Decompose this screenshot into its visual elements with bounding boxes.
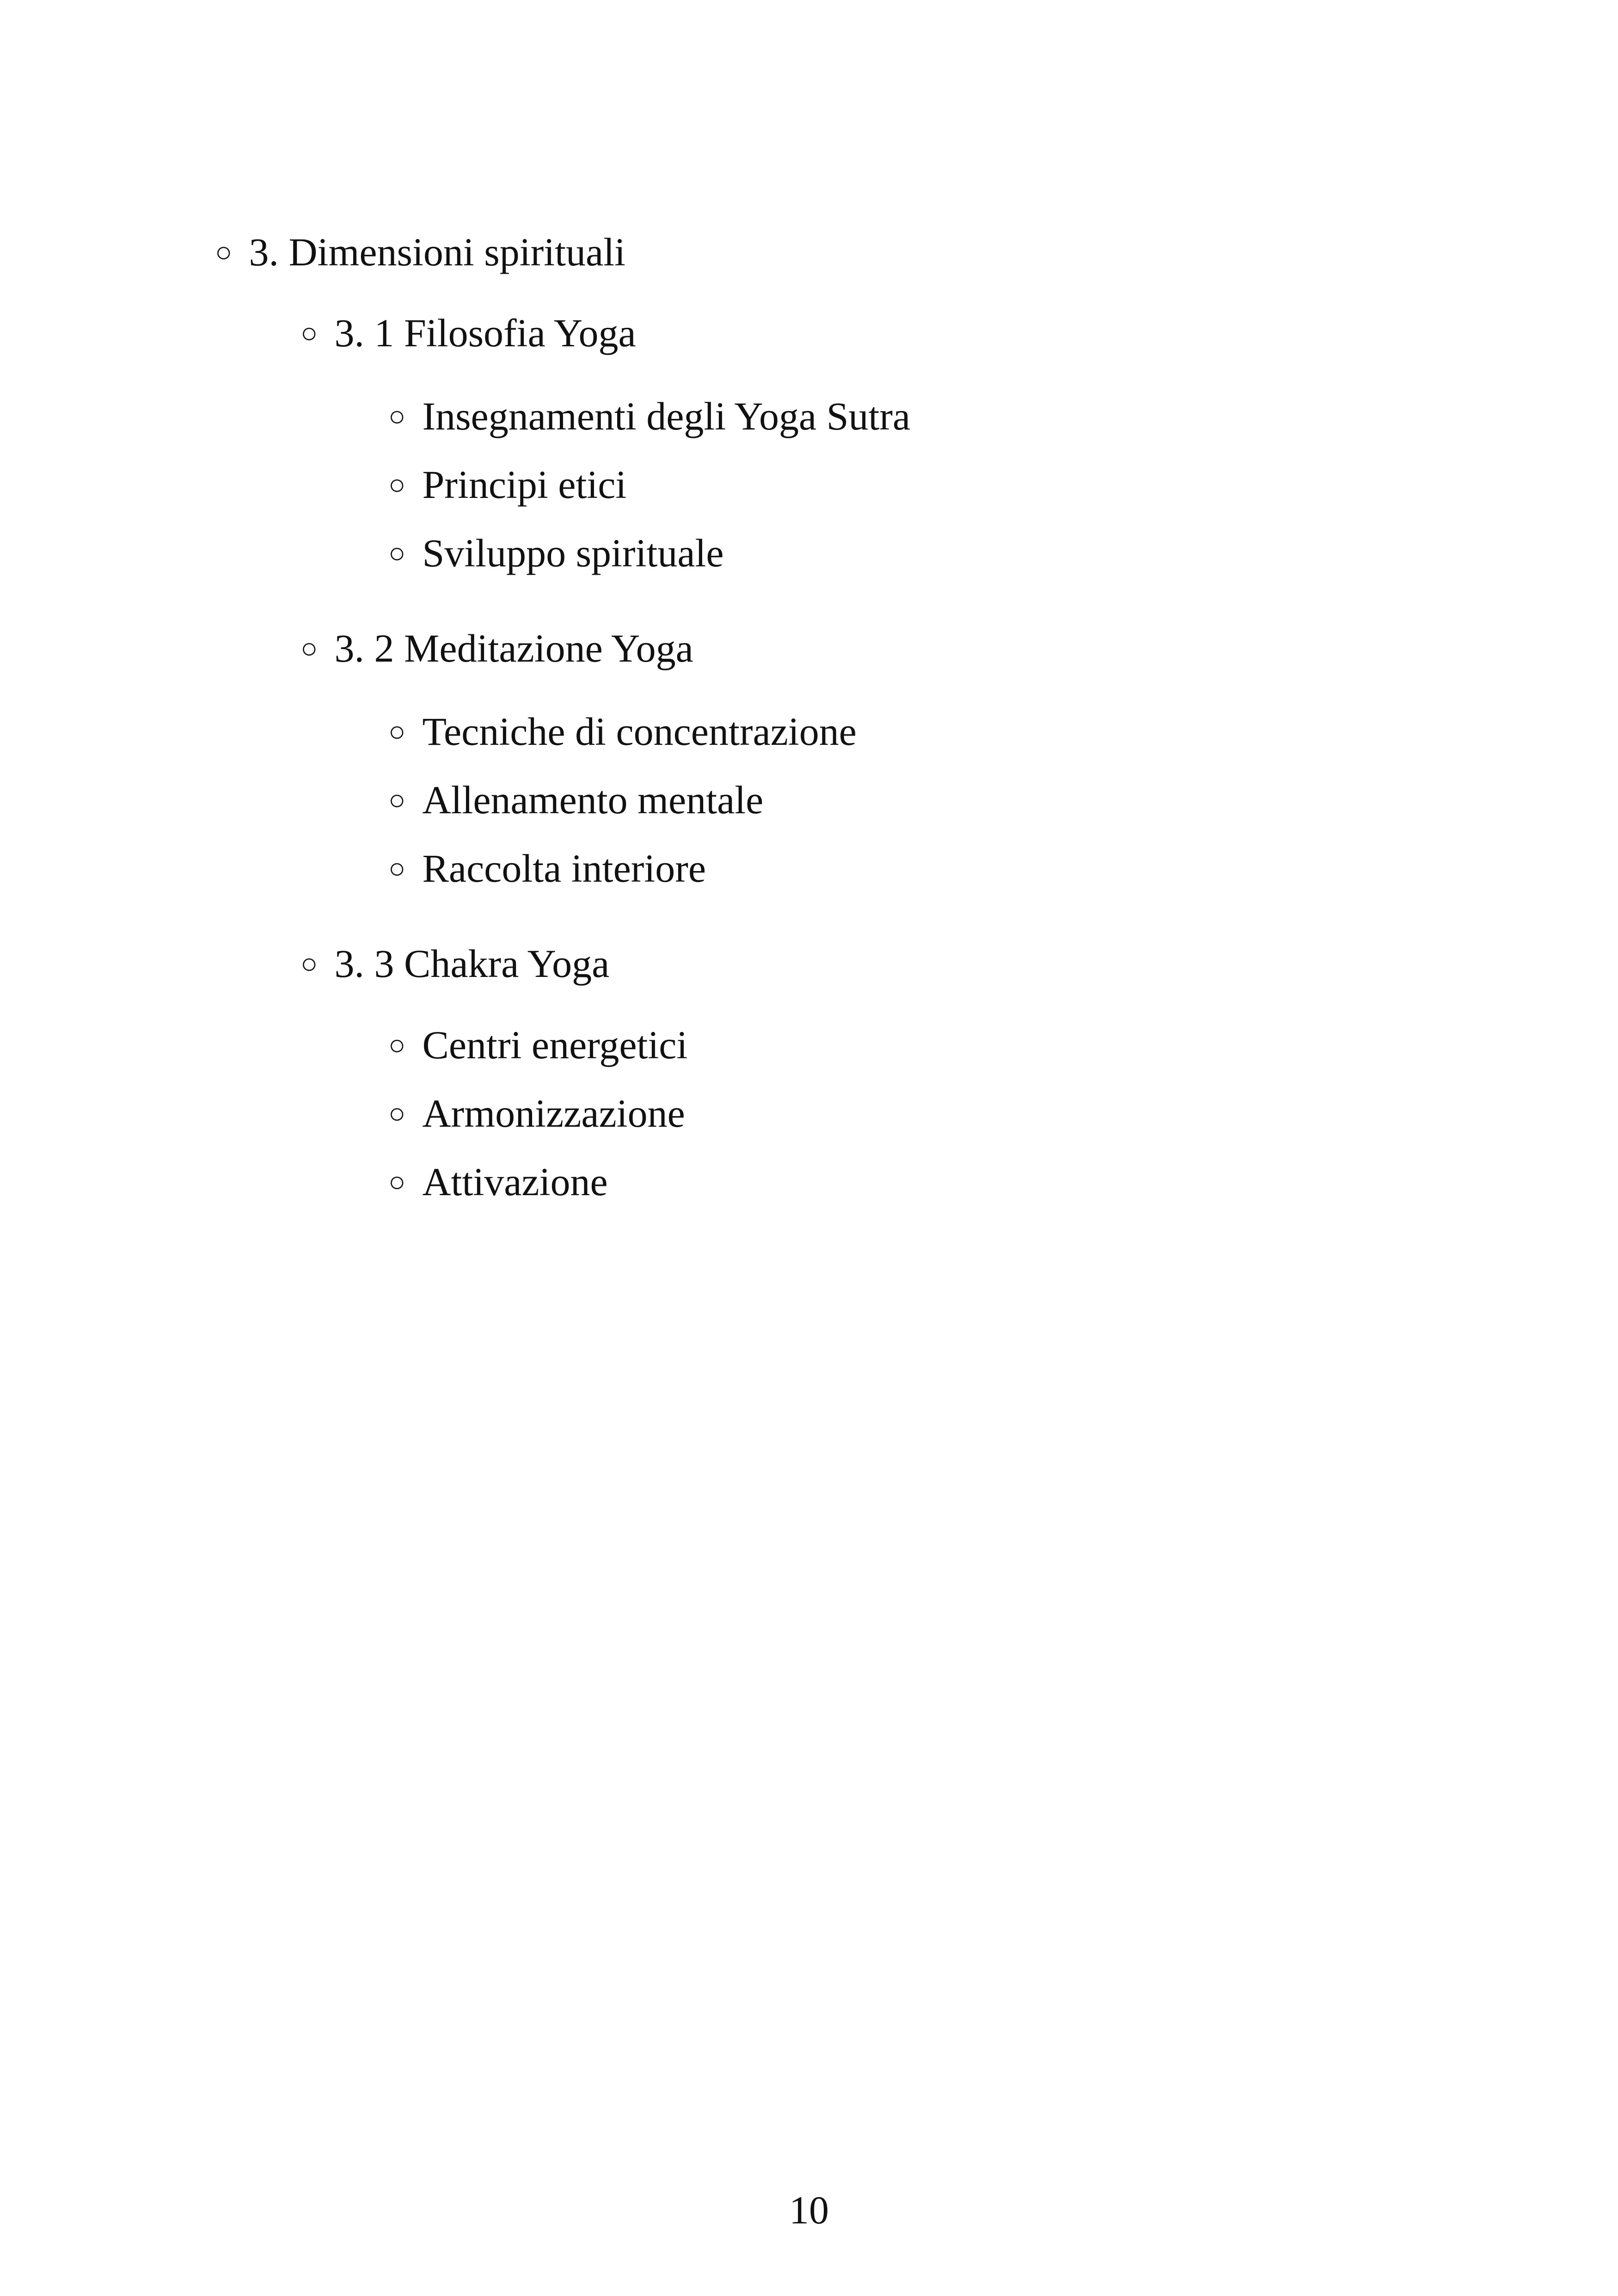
list-item: [388, 1022, 687, 1068]
bullet-icon: ○: [388, 1098, 406, 1130]
bullet-icon: ○: [300, 633, 318, 664]
list-item: [388, 708, 857, 755]
bullet-icon: ○: [388, 1166, 406, 1198]
list-item: [388, 461, 626, 508]
subsection-heading: [300, 940, 609, 987]
bullet-icon: ○: [300, 948, 318, 980]
bullet-icon: ○: [388, 469, 406, 501]
list-item-text: Principi etici: [422, 462, 627, 507]
list-item: [388, 1090, 685, 1137]
bullet-icon: ○: [388, 401, 406, 432]
list-item: [388, 845, 706, 892]
list-item-text: Sviluppo spirituale: [422, 531, 724, 575]
subsection-title: 3. 2 Meditazione Yoga: [334, 626, 693, 670]
bullet-icon: ○: [215, 237, 233, 268]
list-item-text: Tecniche di concentrazione: [422, 709, 857, 754]
list-item-text: Allenamento mentale: [422, 778, 764, 822]
subsection-heading: [300, 310, 636, 356]
list-item: [388, 777, 763, 823]
section-heading: [215, 229, 625, 276]
subsection-title: 3. 3 Chakra Yoga: [334, 941, 610, 986]
list-item: [388, 530, 724, 577]
subsection-heading: [300, 625, 693, 672]
page-number: 10: [789, 2188, 829, 2232]
bullet-icon: ○: [388, 785, 406, 816]
list-item: [388, 1159, 608, 1205]
subsection-title: 3. 1 Filosofia Yoga: [334, 311, 636, 355]
bullet-icon: ○: [300, 318, 318, 349]
bullet-icon: ○: [388, 538, 406, 569]
list-item-text: Armonizzazione: [422, 1091, 685, 1136]
list-item-text: Insegnamenti degli Yoga Sutra: [422, 394, 911, 438]
bullet-icon: ○: [388, 853, 406, 884]
list-item-text: Centri energetici: [422, 1023, 688, 1067]
list-item: [388, 393, 910, 440]
section-title: 3. Dimensioni spirituali: [249, 230, 626, 274]
list-item-text: Attivazione: [422, 1160, 608, 1204]
list-item-text: Raccolta interiore: [422, 846, 706, 890]
bullet-icon: ○: [388, 716, 406, 748]
bullet-icon: ○: [388, 1030, 406, 1061]
